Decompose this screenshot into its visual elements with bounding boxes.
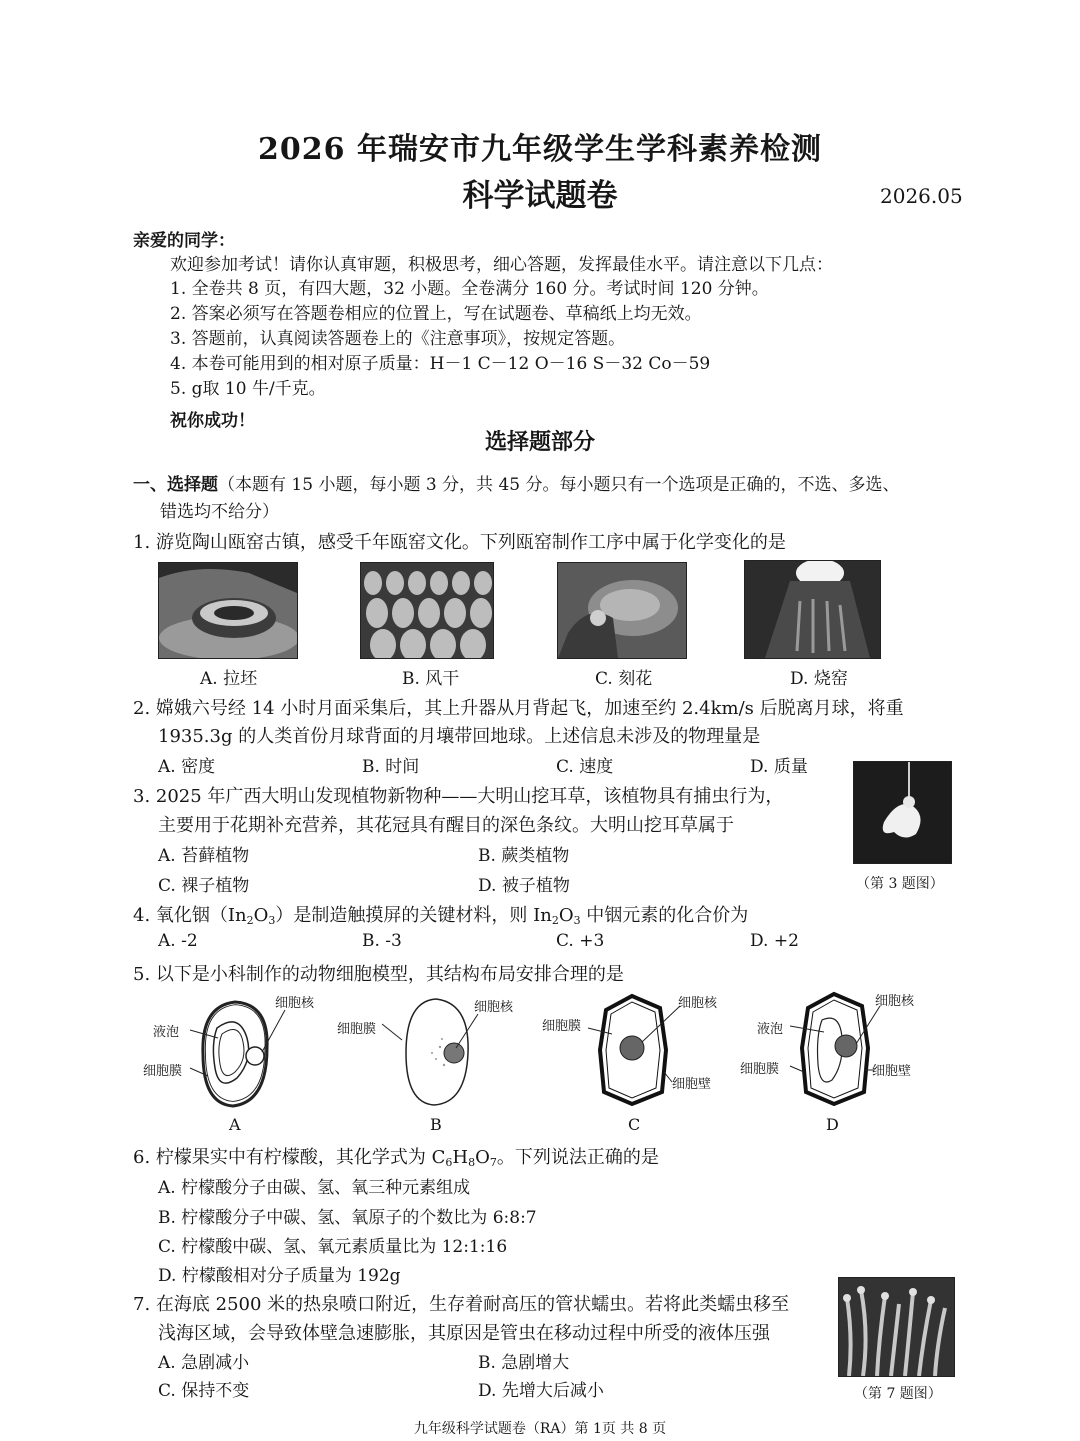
- notice-closing: 祝你成功！: [170, 411, 255, 431]
- greeting: 亲爱的同学：: [133, 231, 235, 251]
- section-title: 选择题部分: [484, 429, 595, 455]
- q3-figure-caption: （第 3 题图）: [856, 876, 944, 892]
- q1-stem: 1. 游览陶山瓯窑古镇，感受千年瓯窑文化。下列瓯窑制作工序中属于化学变化的是: [133, 532, 786, 553]
- q2-option-a: A. 密度: [158, 757, 216, 777]
- cell-d-wall-label: 细胞壁: [872, 1064, 912, 1079]
- q6-option-a: A. 柠檬酸分子由碳、氢、氧三种元素组成: [158, 1178, 471, 1198]
- q6-stem-d: 。下列说法正确的是: [496, 1147, 659, 1168]
- q6-sub-6: 6: [445, 1156, 453, 1169]
- q1-option-a: A. 拉坯: [200, 669, 258, 689]
- q4-option-a: A. -2: [158, 931, 198, 951]
- notice-item-1: 1. 全卷共 8 页，有四大题，32 小题。全卷满分 160 分。考试时间 120 分钟。: [170, 279, 769, 299]
- q7-option-a: A. 急剧减小: [158, 1353, 250, 1373]
- q7-option-c: C. 保持不变: [158, 1381, 250, 1401]
- cell-c-nucleus-label: 细胞核: [678, 996, 718, 1011]
- notice-intro: 欢迎参加考试！请你认真审题，积极思考，细心答题，发挥最佳水平。请注意以下几点：: [170, 255, 833, 275]
- pottery-throwing-photo: [158, 562, 298, 659]
- q6-stem-b: H: [452, 1147, 469, 1168]
- exam-subtitle: 科学试题卷: [462, 178, 618, 214]
- cell-b-leader-lines: [380, 1004, 490, 1064]
- tubeworm-photo: [838, 1277, 955, 1377]
- q7-option-b: B. 急剧增大: [478, 1353, 570, 1373]
- cell-d-membrane-label: 细胞膜: [740, 1062, 780, 1077]
- notice-item-2: 2. 答案必须写在答题卷相应的位置上，写在试题卷、草稿纸上均无效。: [170, 304, 702, 324]
- q4-sub-3a: 3: [268, 914, 276, 927]
- carving-photo: [557, 562, 687, 659]
- cell-d-leader-lines: [780, 1000, 900, 1090]
- notice-item-5: 5. g取 10 牛/千克。: [170, 379, 326, 399]
- q7-figure-caption: （第 7 题图）: [854, 1386, 942, 1402]
- q6-sub-7: 7: [489, 1156, 497, 1169]
- q4-stem-d: O: [558, 905, 574, 926]
- cell-c-leader-lines: [580, 1000, 700, 1090]
- q5-stem: 5. 以下是小科制作的动物细胞模型，其结构布局安排合理的是: [133, 964, 624, 985]
- cell-letter-a: A: [229, 1115, 241, 1134]
- q7-line2: 浅海区域，会导致体壁急速膨胀，其原因是管虫在移动过程中所受的液体压强: [158, 1323, 770, 1344]
- q6-option-d: D. 柠檬酸相对分子质量为 192g: [158, 1266, 401, 1286]
- q4-sub-2a: 2: [246, 914, 254, 927]
- pots-drying-photo: [360, 562, 494, 659]
- bladderwort-photo: [853, 761, 952, 864]
- q4-sub-2b: 2: [551, 914, 559, 927]
- cell-c-membrane-label: 细胞膜: [542, 1019, 582, 1034]
- notice-item-4: 4. 本卷可能用到的相对原子质量：H－1 C－12 O－16 S－32 Co－59: [170, 354, 711, 374]
- cell-letter-d: D: [826, 1115, 839, 1134]
- q4-stem: [133, 901, 748, 927]
- cell-letter-c: C: [628, 1115, 641, 1134]
- q2-line1: 2. 嫦娥六号经 14 小时月面采集后，其上升器从月背起飞，加速至约 2.4km/s 后脱离月球，将重: [133, 698, 904, 719]
- q4-stem-b: O: [253, 905, 269, 926]
- q4-sub-3b: 3: [573, 914, 581, 927]
- exam-title: 2026 年瑞安市九年级学生学科素养检测: [258, 132, 822, 167]
- q4-stem-e: 中铟元素的化合价为: [580, 905, 749, 926]
- q3-option-d: D. 被子植物: [478, 876, 570, 896]
- q1-option-b: B. 风干: [402, 669, 460, 689]
- q7-option-d: D. 先增大后减小: [478, 1381, 604, 1401]
- q1-option-d: D. 烧窑: [790, 669, 848, 689]
- cell-d-vacuole-label: 液泡: [757, 1022, 784, 1037]
- cell-b-nucleus-label: 细胞核: [474, 1000, 514, 1015]
- q4-stem-c: ）是制造触摸屏的关键材料，则 In: [275, 905, 552, 926]
- part1-heading-cont: 错选均不给分）: [160, 502, 279, 522]
- q3-line2: 主要用于花期补充营养，其花冠具有醒目的深色条纹。大明山挖耳草属于: [158, 815, 734, 836]
- q4-stem-a: 4. 氧化铟（In: [133, 905, 247, 926]
- q3-option-b: B. 蕨类植物: [478, 846, 570, 866]
- page-footer: 九年级科学试题卷（RA）第 1页 共 8 页: [413, 1421, 667, 1437]
- q2-option-c: C. 速度: [556, 757, 614, 777]
- notice-item-3: 3. 答题前，认真阅读答题卷上的《注意事项》，按规定答题。: [170, 329, 626, 349]
- cell-a-nucleus-label: 细胞核: [275, 996, 315, 1011]
- q2-option-b: B. 时间: [362, 757, 420, 777]
- q4-option-d: D. +2: [750, 931, 799, 951]
- q4-option-b: B. -3: [362, 931, 402, 951]
- q3-line1: 3. 2025 年广西大明山发现植物新物种——大明山挖耳草，该植物具有捕虫行为，: [133, 786, 784, 807]
- q6-stem-c: O: [475, 1147, 490, 1168]
- cell-a-vacuole-label: 液泡: [153, 1025, 180, 1040]
- q2-option-d: D. 质量: [750, 757, 808, 777]
- q3-option-a: A. 苔藓植物: [158, 846, 250, 866]
- q6-sub-8: 8: [468, 1156, 476, 1169]
- q6-option-b: B. 柠檬酸分子中碳、氢、氧原子的个数比为 6:8:7: [158, 1208, 537, 1228]
- q3-option-c: C. 裸子植物: [158, 876, 250, 896]
- cell-letter-b: B: [430, 1115, 442, 1134]
- part1-heading: [133, 470, 900, 495]
- cell-a-membrane-label: 细胞膜: [143, 1064, 183, 1079]
- exam-date: 2026.05: [880, 184, 963, 208]
- q2-line2: 1935.3g 的人类首份月球背面的月壤带回地球。上述信息未涉及的物理量是: [158, 726, 761, 747]
- q4-option-c: C. +3: [556, 931, 605, 951]
- cell-c-wall-label: 细胞壁: [672, 1077, 712, 1092]
- q7-line1: 7. 在海底 2500 米的热泉喷口附近，生存着耐高压的管状蠕虫。若将此类蠕虫移至: [133, 1294, 790, 1315]
- q1-option-c: C. 刻花: [595, 669, 653, 689]
- q6-stem-a: 6. 柠檬果实中有柠檬酸，其化学式为 C: [133, 1147, 446, 1168]
- cell-d-nucleus-label: 细胞核: [875, 994, 915, 1009]
- cell-b-membrane-label: 细胞膜: [337, 1022, 377, 1037]
- q6-stem: [133, 1143, 659, 1169]
- cell-a-leader-lines: [180, 1000, 300, 1080]
- part1-heading-label: 一、选择题: [133, 475, 218, 495]
- part1-heading-text: （本题有 15 小题，每小题 3 分，共 45 分。每小题只有一个选项是正确的，不选、多选、: [218, 475, 900, 495]
- kiln-firing-photo: [744, 560, 881, 659]
- q6-option-c: C. 柠檬酸中碳、氢、氧元素质量比为 12:1:16: [158, 1237, 508, 1257]
